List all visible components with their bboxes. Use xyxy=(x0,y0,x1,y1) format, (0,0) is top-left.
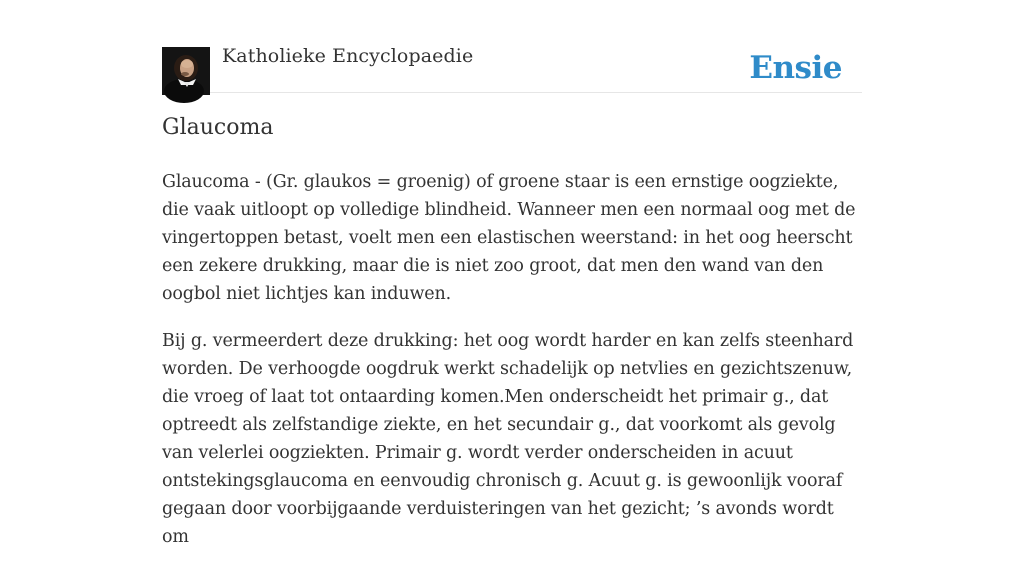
article-title: Glaucoma xyxy=(162,115,274,140)
portrait-avatar-image xyxy=(162,47,210,95)
article-body xyxy=(162,168,862,570)
portrait-avatar-icon[interactable] xyxy=(162,47,210,95)
source-title[interactable]: Katholieke Encyclopaedie xyxy=(222,45,474,67)
article-paragraph: Bij g. vermeerdert deze drukking: het oog wordt harder en kan zelfs steenhard worden. De verhoogde oogdruk werkt schadelijk op netvlies en gezichtszenuw, die vroeg of laat tot ontaarding komen.Men onderscheidt het primair g., dat optreedt als zelfstandige ziekte, en het secundair g., dat voorkomt als gevolg van velerlei oogziekten. Primair g. wordt verder onderscheiden in acuut ontstekingsglaucoma en eenvoudig chronisch g. Acuut g. is gewoonlijk vooraf gegaan door voorbijgaande verduisteringen van het gezicht; ’s avonds wordt om xyxy=(162,331,854,547)
brand-logo[interactable]: Ensie xyxy=(749,50,842,86)
page-container xyxy=(162,0,862,547)
site-header xyxy=(162,0,862,93)
article-paragraph: Glaucoma - (Gr. glaukos = groenig) of groene staar is een ernstige oogziekte, die vaak uitloopt op volledige blindheid. Wanneer men een normaal oog met de vingertoppen betast, voelt men een elastischen weerstand: in het oog heerscht een zekere drukking, maar die is niet zoo groot, dat men den wand van den oogbol niet lichtjes kan induwen. xyxy=(162,172,856,304)
